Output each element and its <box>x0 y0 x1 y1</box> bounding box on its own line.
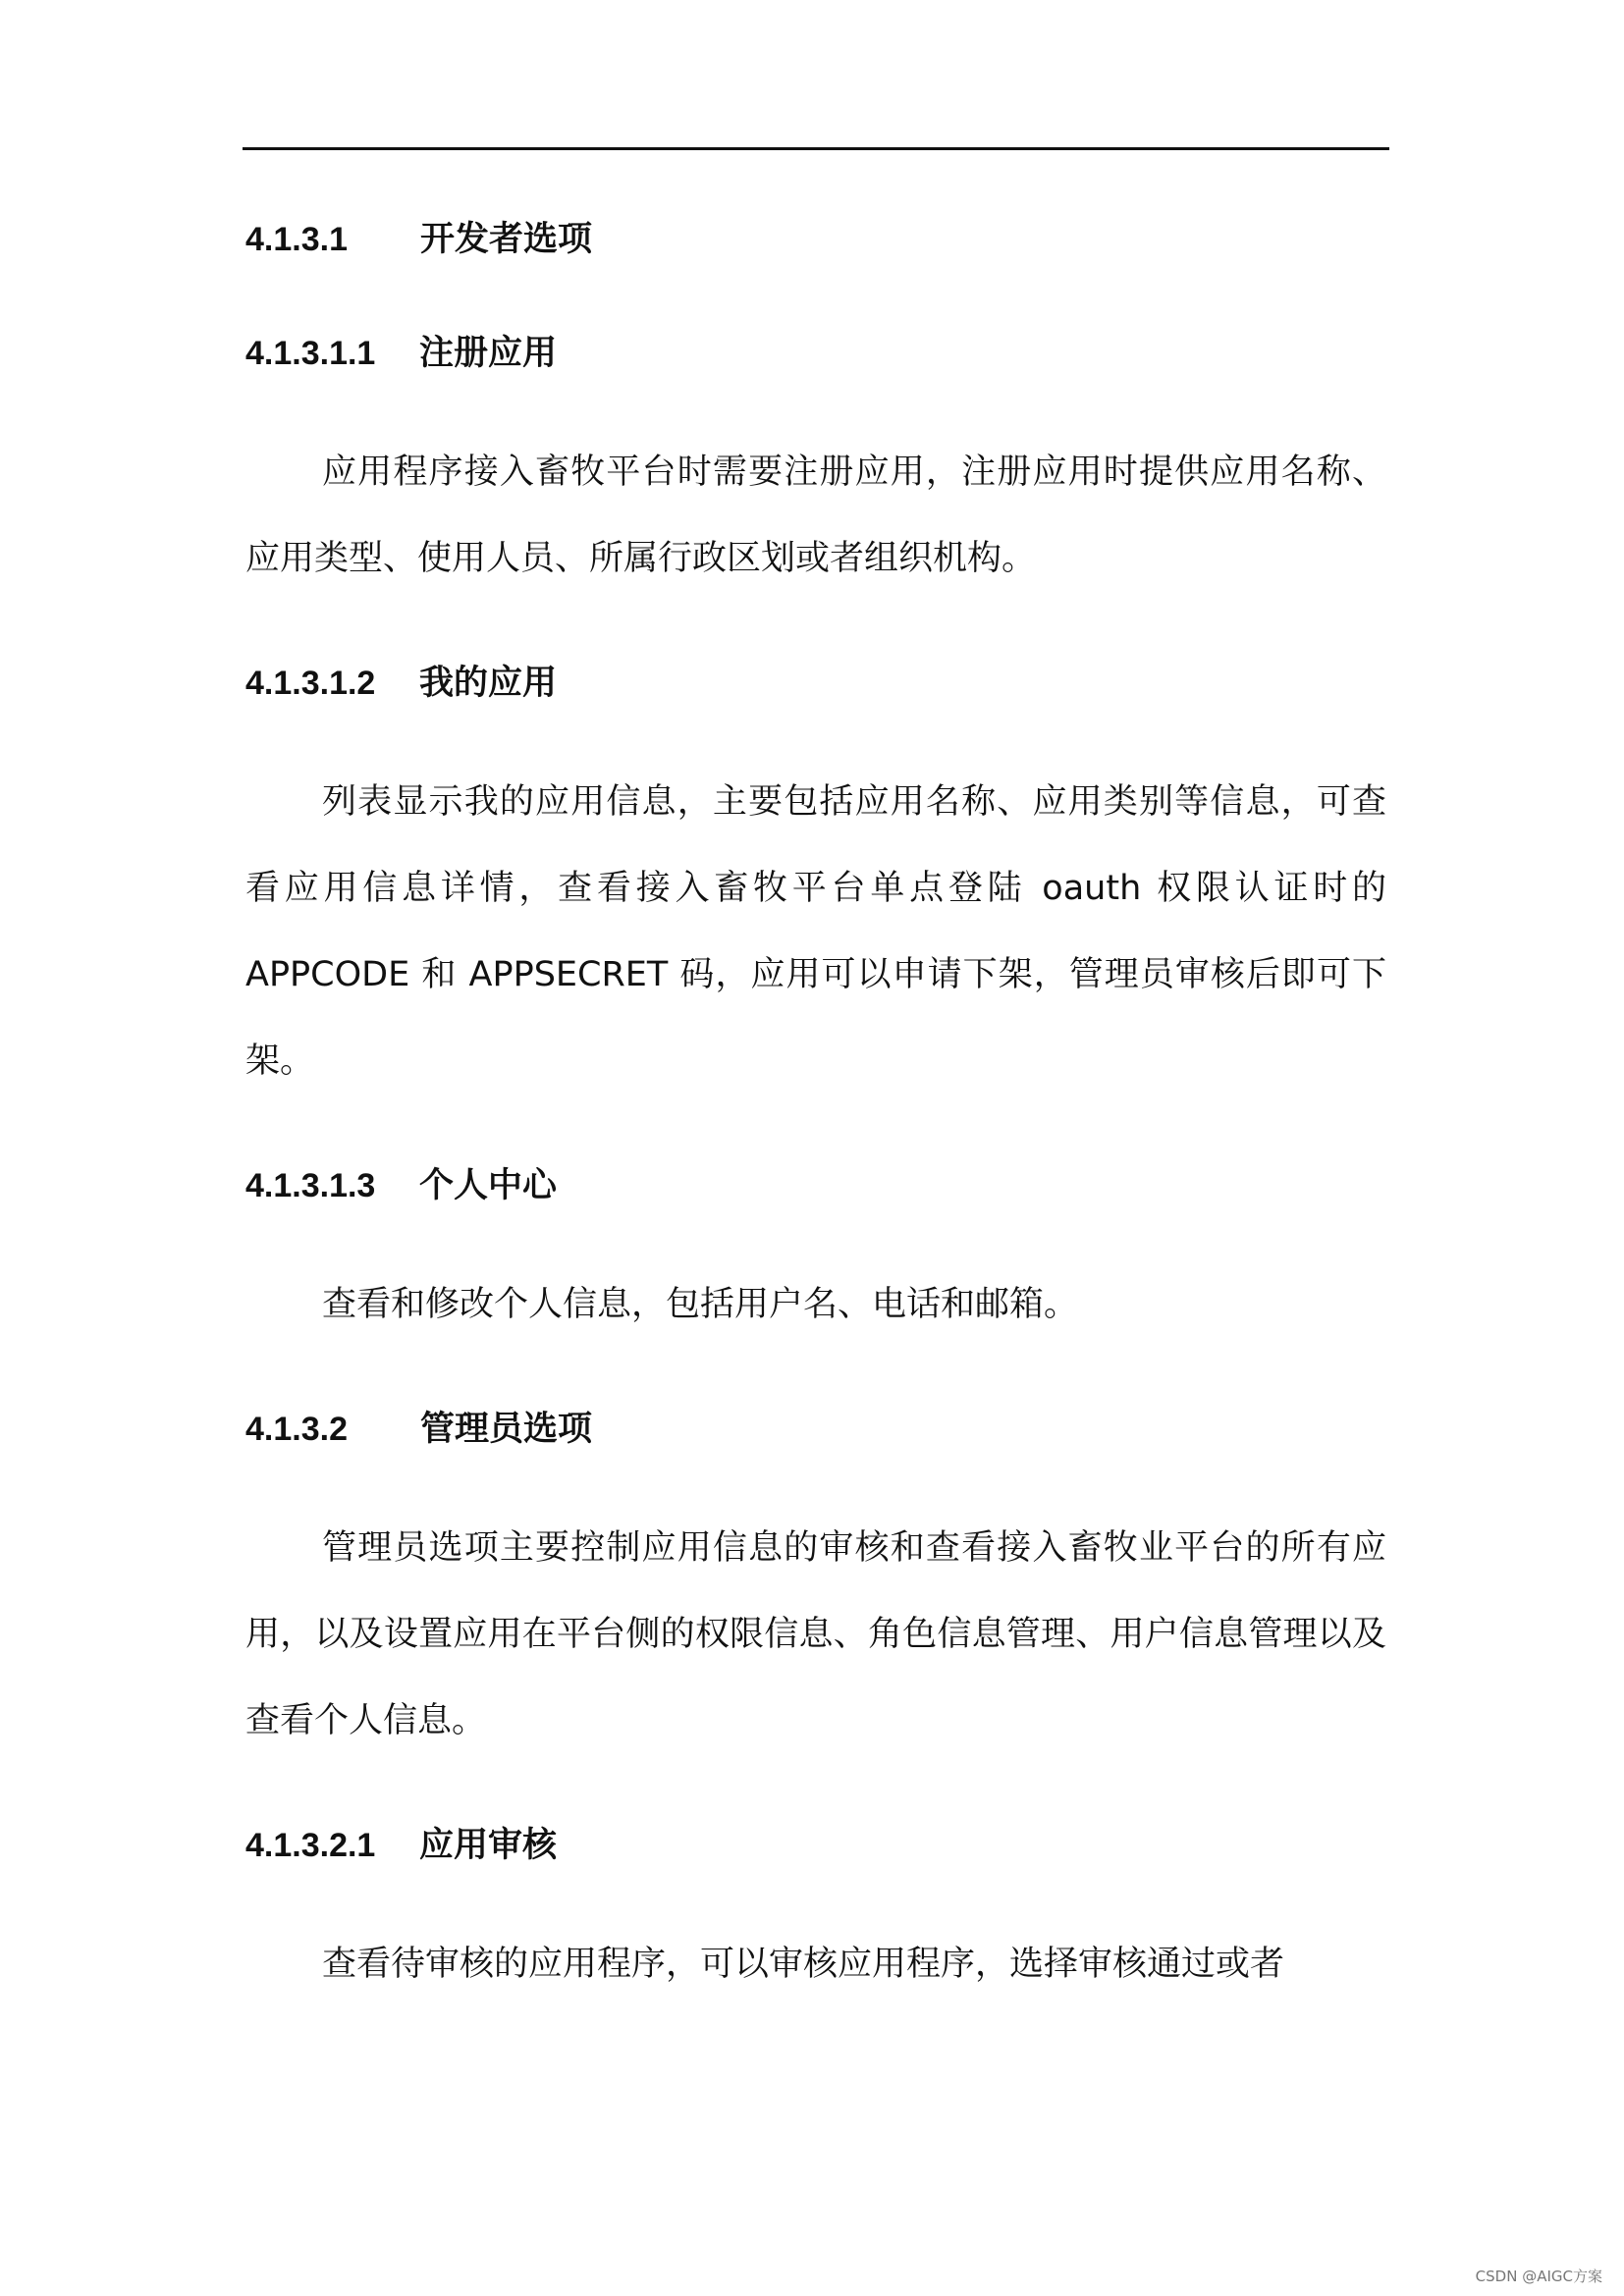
section-title: 我的应用 <box>419 664 558 703</box>
section-number: 4.1.3.1.3 <box>245 1167 376 1204</box>
section-title: 应用审核 <box>419 1826 558 1865</box>
section-number: 4.1.3.2.1 <box>245 1827 376 1864</box>
section-heading-4-1-3-1-1 <box>245 315 1386 392</box>
paragraph-my-apps: 列表显示我的应用信息，主要包括应用名称、应用类别等信息，可查看应用信息详情，查看接入畜牧平台单点登陆 oauth 权限认证时的 APPCODE 和 APPSECRET 码，应用可以申请下架，管理员审核后即可下架。 <box>245 782 1386 1081</box>
section-number: 4.1.3.1.2 <box>245 665 376 702</box>
section-heading-4-1-3-2 <box>245 1391 1386 1468</box>
section-heading-4-1-3-1-2 <box>245 645 1386 721</box>
section-title: 管理员选项 <box>420 1410 593 1449</box>
section-number: 4.1.3.1.1 <box>245 335 376 372</box>
paragraph-register-app: 应用程序接入畜牧平台时需要注册应用，注册应用时提供应用名称、应用类型、使用人员、所属行政区划或者组织机构。 <box>245 453 1386 578</box>
section-title: 注册应用 <box>419 334 558 373</box>
section-heading-4-1-3-2-1 <box>245 1807 1386 1884</box>
section-heading-4-1-3-1 <box>245 201 1386 278</box>
section-title: 个人中心 <box>419 1166 558 1205</box>
section-number: 4.1.3.2 <box>245 1411 348 1448</box>
paragraph-personal-center: 查看和修改个人信息，包括用户名、电话和邮箱。 <box>322 1285 1079 1324</box>
section-number: 4.1.3.1 <box>245 221 348 258</box>
section-heading-4-1-3-1-3 <box>245 1148 1386 1224</box>
paragraph-app-review: 查看待审核的应用程序，可以审核应用程序，选择审核通过或者 <box>322 1945 1285 1984</box>
document-body <box>245 201 1386 2007</box>
watermark-text: CSDN @AIGC方案 <box>1475 2268 1602 2285</box>
paragraph-admin-options: 管理员选项主要控制应用信息的审核和查看接入畜牧业平台的所有应用，以及设置应用在平台侧的权限信息、角色信息管理、用户信息管理以及查看个人信息。 <box>245 1528 1386 1740</box>
section-title: 开发者选项 <box>420 220 593 259</box>
header-rule <box>243 147 1389 150</box>
